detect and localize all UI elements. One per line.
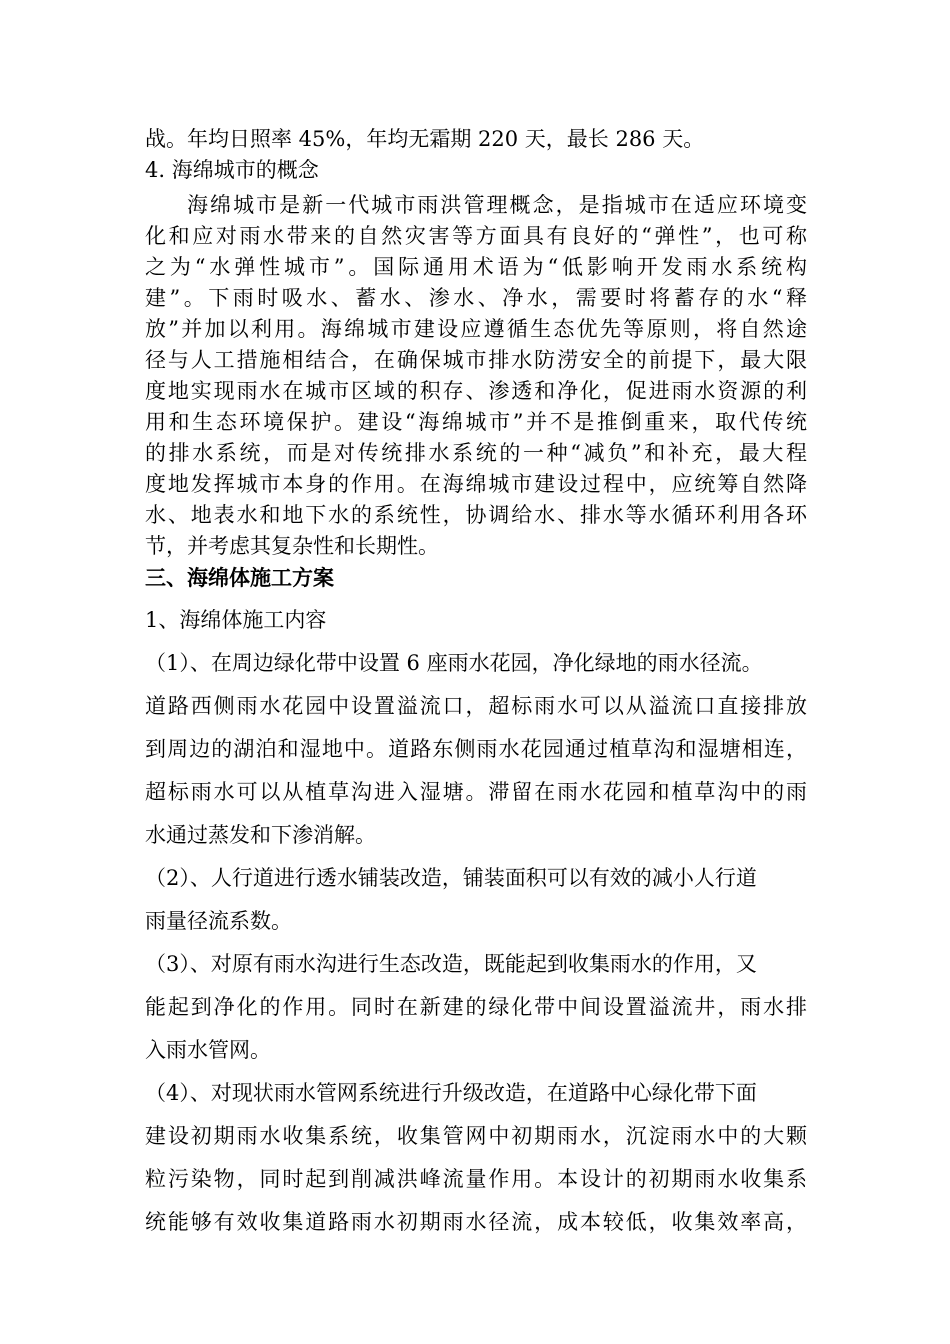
paragraph-line: 度地实现雨水在城市区域的积存、渗透和净化，促进雨水资源的利 (145, 379, 807, 403)
section3-heading: 三、海绵体施工方案 (145, 565, 334, 590)
paragraph-line: 径与人工措施相结合，在确保城市排水防涝安全的前提下，最大限 (145, 348, 807, 372)
paragraph-line: 化和应对雨水带来的自然灾害等方面具有良好的“弹性”，也可称 (145, 224, 807, 248)
section4-heading: 4. 海绵城市的概念 (145, 158, 319, 182)
item-line: 水通过蒸发和下渗消解。 (145, 823, 376, 847)
item-line: 超标雨水可以从植草沟进入湿塘。滞留在雨水花园和植草沟中的雨 (145, 780, 807, 804)
item-line: （2）、人行道进行透水铺装改造，铺装面积可以有效的减小人行道 (145, 866, 757, 890)
paragraph-line: 度地发挥城市本身的作用。在海绵城市建设过程中，应统筹自然降 (145, 472, 807, 496)
item-line: 道路西侧雨水花园中设置溢流口，超标雨水可以从溢流口直接排放 (145, 694, 807, 718)
document-body (145, 124, 807, 1244)
item-line: 入雨水管网。 (145, 1038, 271, 1062)
intro-line: 战。年均日照率 45%，年均无霜期 220 天，最长 286 天。 (145, 127, 705, 151)
item-line: 能起到净化的作用。同时在新建的绿化带中间设置溢流井，雨水排 (145, 995, 807, 1019)
item-line: （1）、在周边绿化带中设置 6 座雨水花园，净化绿地的雨水径流。 (145, 651, 763, 675)
item-1 (145, 642, 807, 857)
paragraph-line: 放”并加以利用。海绵城市建设应遵循生态优先等原则，将自然途 (145, 317, 807, 341)
paragraph-line: 节，并考虑其复杂性和长期性。 (145, 534, 439, 558)
item-line: （3）、对原有雨水沟进行生态改造，既能起到收集雨水的作用，又 (145, 952, 757, 976)
paragraph-line: 建”。下雨时吸水、蓄水、渗水、净水，需要时将蓄存的水“释 (145, 286, 807, 310)
item-line: 粒污染物，同时起到削减洪峰流量作用。本设计的初期雨水收集系 (145, 1167, 807, 1191)
item-line: 建设初期雨水收集系统，收集管网中初期雨水，沉淀雨水中的大颗 (145, 1124, 807, 1148)
paragraph-line: 海绵城市是新一代城市雨洪管理概念，是指城市在适应环境变 (187, 193, 807, 217)
paragraph-line: 之为“水弹性城市”。国际通用术语为“低影响开发雨水系统构 (145, 255, 807, 279)
section4-paragraph (145, 190, 807, 562)
subsection1-heading: 1、海绵体施工内容 (145, 608, 327, 632)
paragraph-line: 用和生态环境保护。建设“海绵城市”并不是推倒重来，取代传统 (145, 410, 807, 434)
item-3 (145, 943, 807, 1072)
item-2 (145, 857, 807, 943)
paragraph-line: 水、地表水和地下水的系统性，协调给水、排水等水循环利用各环 (145, 503, 807, 527)
item-line: （4）、对现状雨水管网系统进行升级改造，在道路中心绿化带下面 (145, 1081, 757, 1105)
item-line: 到周边的湖泊和湿地中。道路东侧雨水花园通过植草沟和湿塘相连， (145, 737, 807, 761)
item-line: 统能够有效收集道路雨水初期雨水径流，成本较低，收集效率高， (145, 1210, 807, 1234)
paragraph-line: 的排水系统，而是对传统排水系统的一种“减负”和补充，最大程 (145, 441, 807, 465)
item-4 (145, 1072, 807, 1244)
item-line: 雨量径流系数。 (145, 909, 292, 933)
